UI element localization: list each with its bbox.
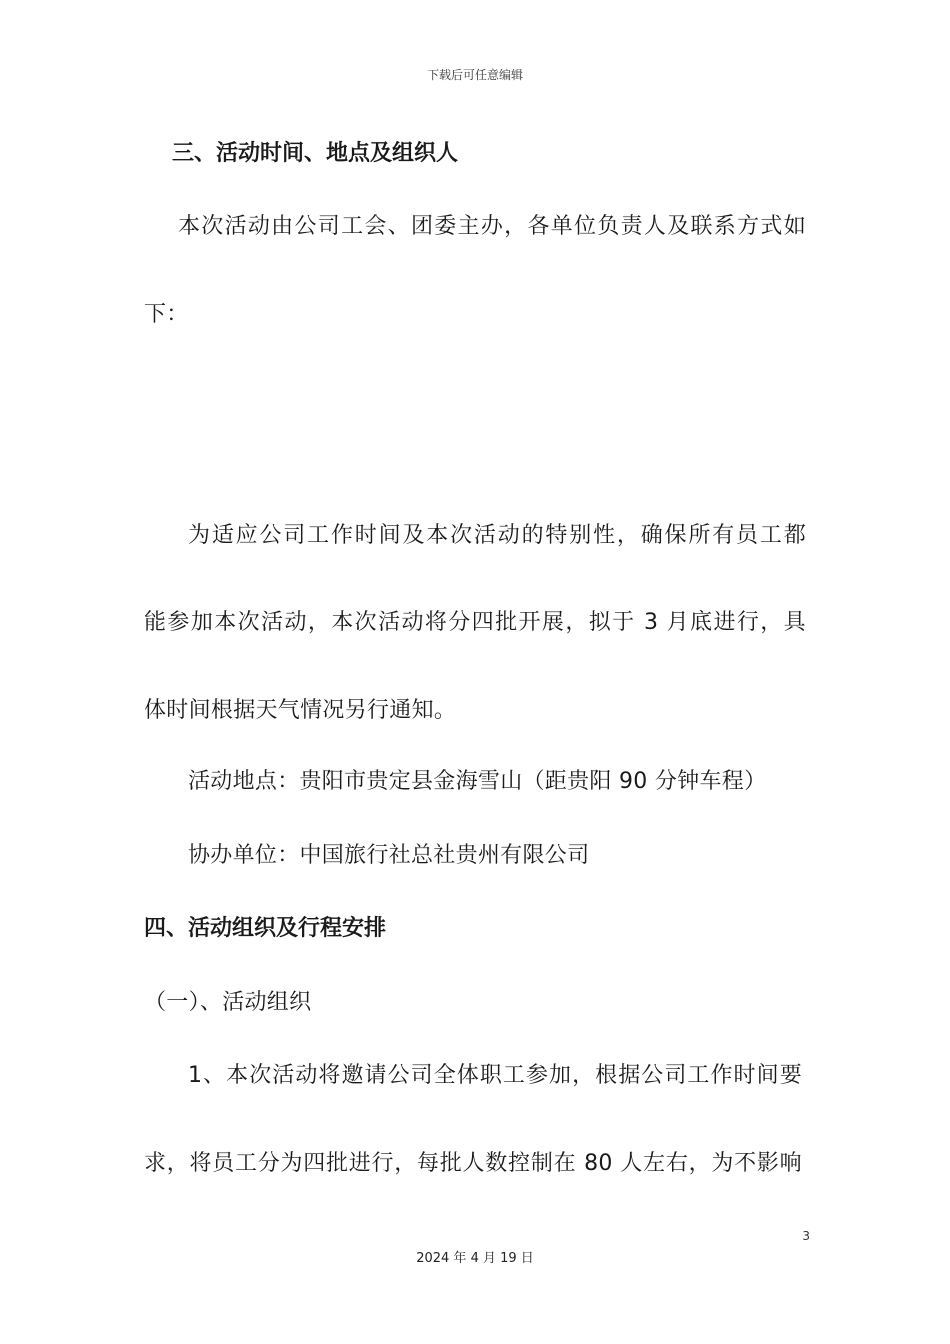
page-header: 下载后可任意编辑	[426, 68, 523, 82]
page-number: 3	[802, 1229, 810, 1243]
schedule-line-1: 为适应公司工作时间及本次活动的特别性，确保所有员工都	[188, 523, 806, 548]
schedule-line-2: 能参加本次活动，本次活动将分四批开展，拟于 3 月底进行，具	[144, 610, 806, 635]
activity-location: 活动地点：贵阳市贵定县金海雪山（距贵阳 90 分钟车程）	[188, 769, 767, 794]
schedule-line-3: 体时间根据天气情况另行通知。	[144, 698, 457, 723]
section-3-heading: 三、活动时间、地点及组织人	[172, 141, 459, 166]
co-organizer: 协办单位：中国旅行社总社贵州有限公司	[188, 843, 590, 868]
footer-date: 2024 年 4 月 19 日	[416, 1251, 534, 1266]
item-1-line-1: 1、本次活动将邀请公司全体职工参加，根据公司工作时间要	[188, 1063, 802, 1088]
section-3-intro-line-2: 下：	[144, 302, 189, 327]
section-4-subheading: （一）、活动组织	[144, 990, 312, 1015]
item-1-line-2: 求，将员工分为四批进行，每批人数控制在 80 人左右，为不影响	[144, 1151, 802, 1176]
section-3-intro-line-1: 本次活动由公司工会、团委主办，各单位负责人及联系方式如	[178, 214, 806, 239]
section-4-heading: 四、活动组织及行程安排	[144, 916, 387, 941]
